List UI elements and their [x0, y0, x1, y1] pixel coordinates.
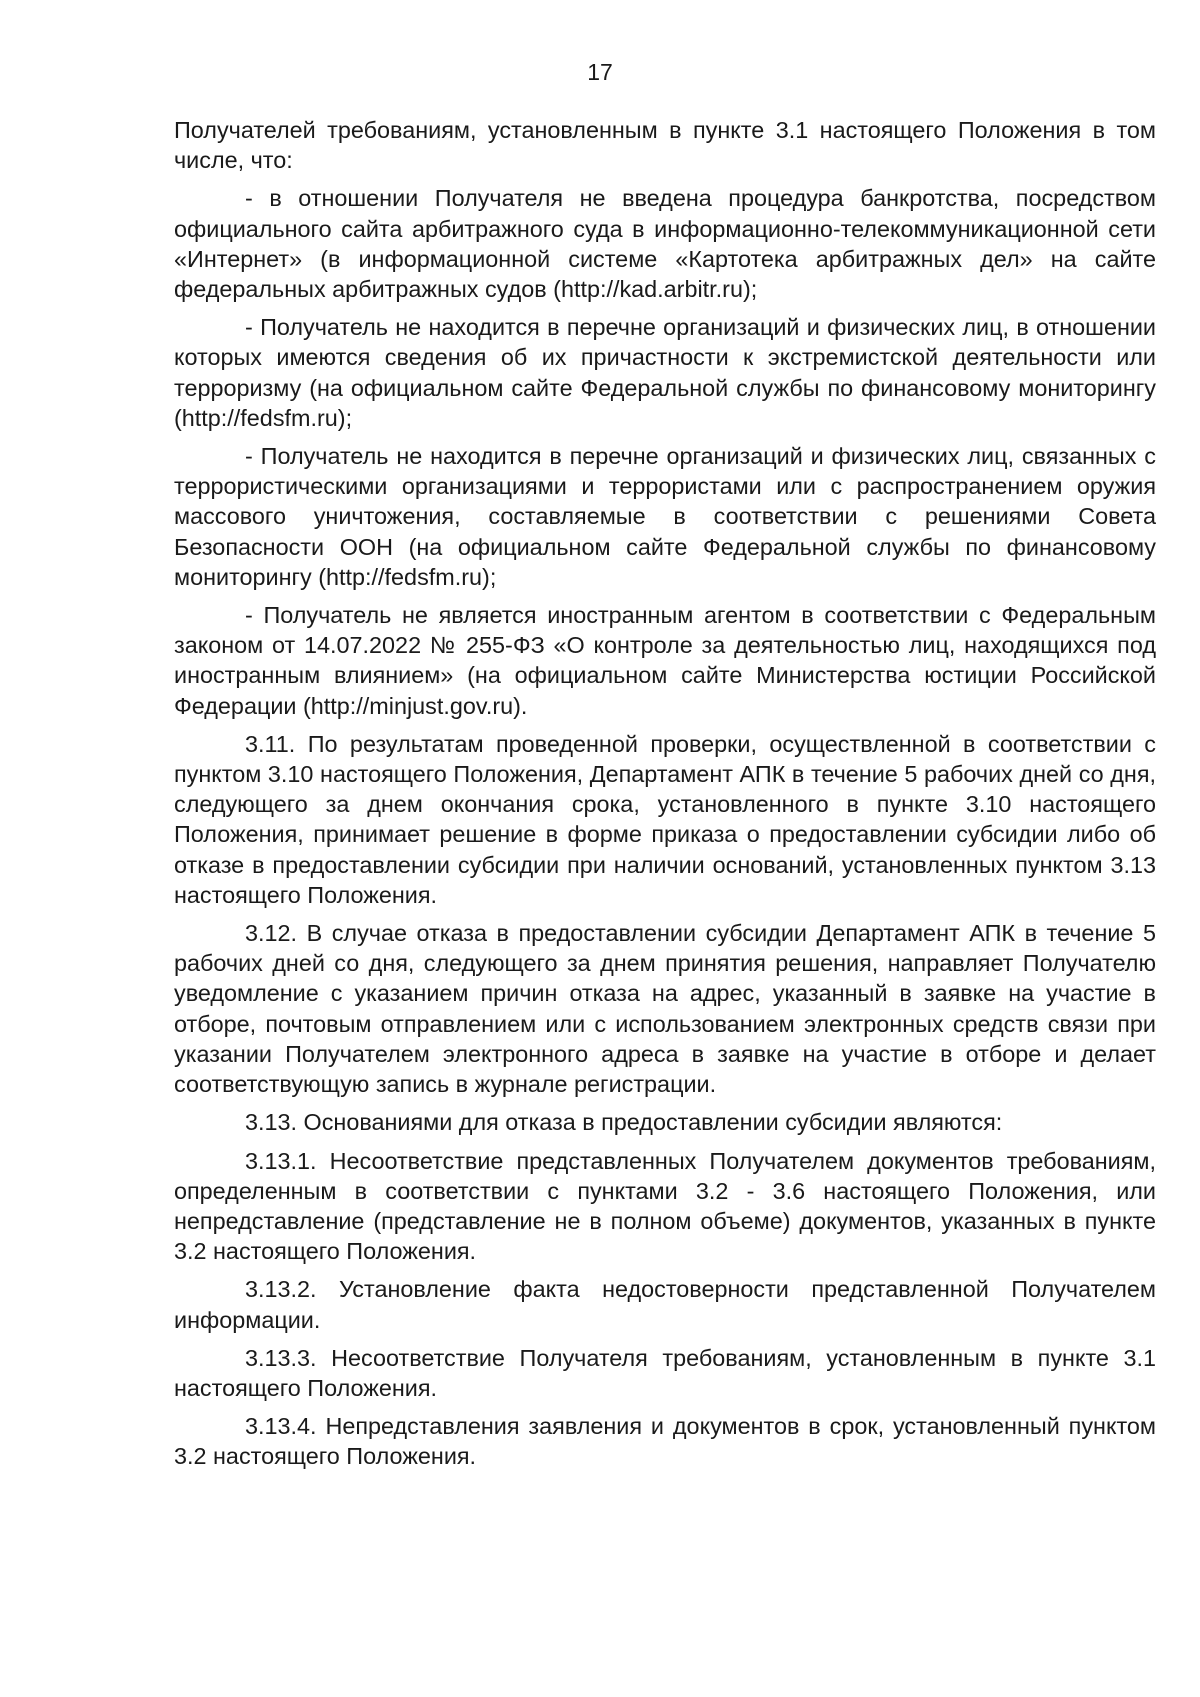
paragraph-foreign-agent-check: - Получатель не является иностранным агентом в соответствии с Федеральным законом от 14.07.2022 № 255-ФЗ «О контроле за деятельностью лиц, находящихся под иностранным влиянием» (на официальном сайте Министерства юстиции Российской Федерации (http://minjust.gov.ru). — [174, 602, 1156, 719]
paragraph-continuation: Получателей требованиям, установленным в пункте 3.1 настоящего Положения в том числе, что: — [174, 117, 1156, 174]
paragraph-3-13: 3.13. Основаниями для отказа в предоставлении субсидии являются: — [245, 1109, 1003, 1136]
document-body — [174, 115, 1156, 1480]
paragraph-terrorism-check: - Получатель не находится в перечне организаций и физических лиц, связанных с террористическими организациями и террористами или с распространением оружия массового уничтожения, составляемые в соответствии с решениями Совета Безопасности ООН (на официальном сайте Федеральной службы по финансовому мониторингу (http://fedsfm.ru); — [174, 443, 1156, 590]
paragraph-3-11: 3.11. По результатам проведенной проверки, осуществленной в соответствии с пунктом 3.10 настоящего Положения, Департамент АПК в течение 5 рабочих дней со дня, следующего за днем окончания срока, установленного в пункте 3.10 настоящего Положения, принимает решение в форме приказа о предоставлении субсидии либо об отказе в предоставлении субсидии при наличии оснований, установленных пунктом 3.13 настоящего Положения. — [174, 730, 1156, 908]
paragraph-3-12: 3.12. В случае отказа в предоставлении субсидии Департамент АПК в течение 5 рабочих дней со дня, следующего за днем принятия решения, направляет Получателю уведомление с указанием причин отказа на адрес, указанный в заявке на участие в отборе, почтовым отправлением или с использованием электронных средств связи при указании Получателем электронного адреса в заявке на участие в отборе и делает соответствующую запись в журнале регистрации. — [174, 920, 1156, 1098]
paragraph-3-13-2: 3.13.2. Установление факта недостоверности представленной Получателем информации. — [174, 1276, 1156, 1333]
page-number: 17 — [587, 59, 613, 85]
paragraph-bankruptcy-check: - в отношении Получателя не введена процедура банкротства, посредством официального сайта арбитражного суда в информационно-телекоммуникационной сети «Интернет» (в информационной системе «Картотека арбитражных дел» на сайте федеральных арбитражных судов (http://kad.arbitr.ru); — [174, 185, 1156, 303]
paragraph-3-13-4: 3.13.4. Непредставления заявления и документов в срок, установленный пунктом 3.2 настоящего Положения. — [174, 1413, 1156, 1470]
paragraph-extremism-check: - Получатель не находится в перечне организаций и физических лиц, в отношении которых имеются сведения об их причастности к экстремистской деятельности или терроризму (на официальном сайте Федеральной службы по финансовому мониторингу (http://fedsfm.ru); — [174, 314, 1156, 431]
paragraph-3-13-1: 3.13.1. Несоответствие представленных Получателем документов требованиям, определенным в соответствии с пунктами 3.2 - 3.6 настоящего Положения, или непредставление (представление не в полном объеме) документов, указанных в пункте 3.2 настоящего Положения. — [174, 1147, 1156, 1265]
paragraph-3-13-3: 3.13.3. Несоответствие Получателя требованиям, установленным в пункте 3.1 настоящего Положения. — [174, 1344, 1156, 1401]
